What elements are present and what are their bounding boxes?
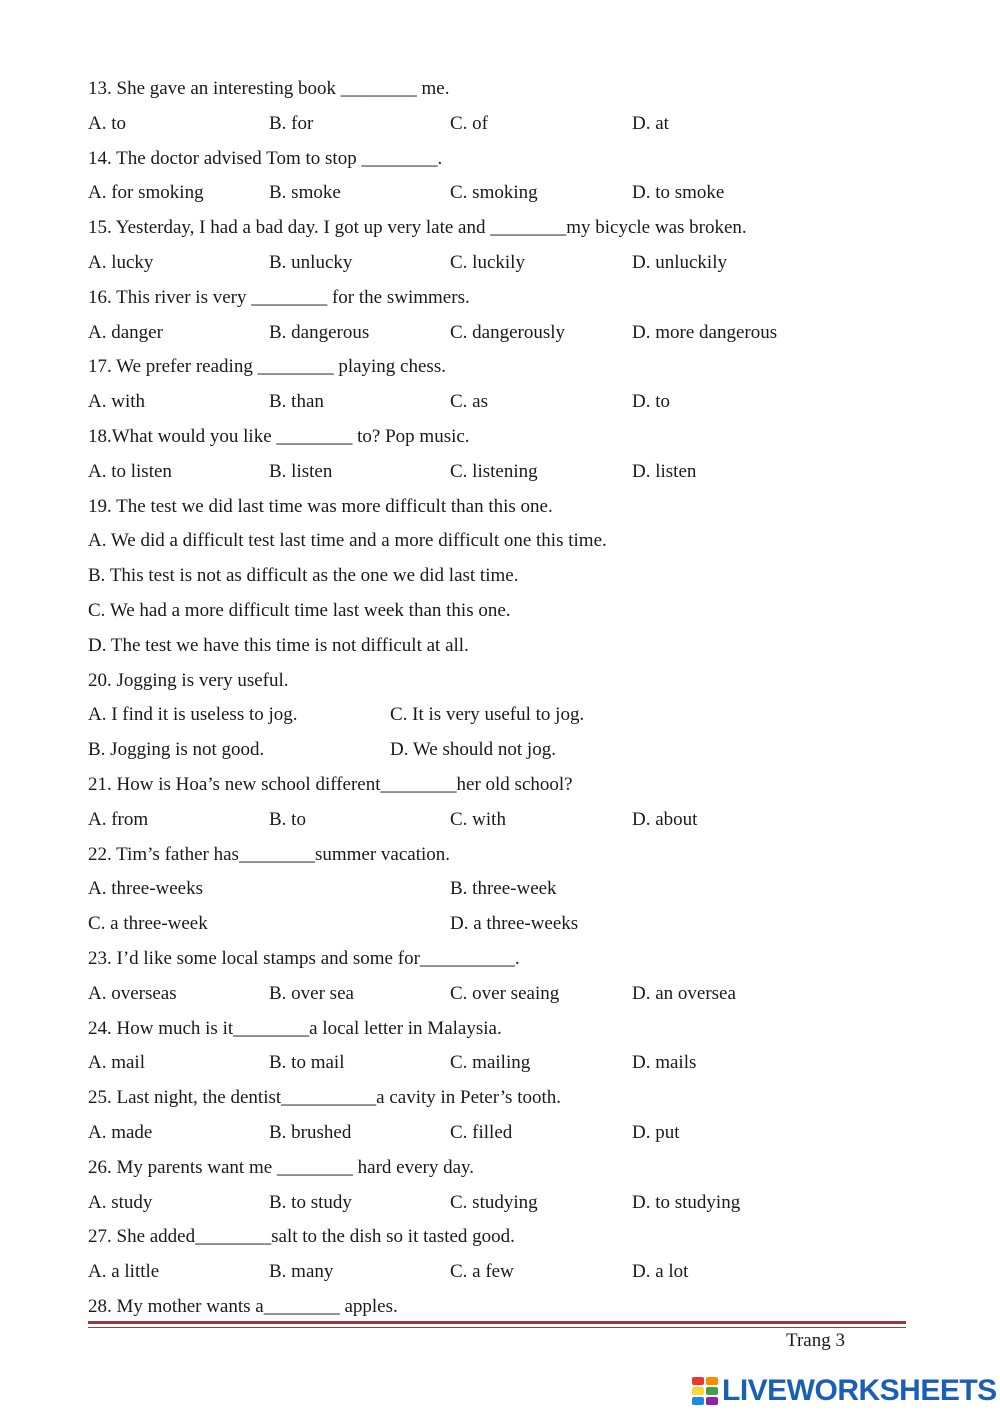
answer-option: C. smoking xyxy=(450,182,538,204)
answer-option: D. a three-weeks xyxy=(450,913,579,935)
logo-square xyxy=(706,1397,718,1405)
worksheet-content xyxy=(88,72,948,1325)
logo-square xyxy=(692,1387,704,1395)
logo-square xyxy=(692,1377,704,1385)
answer-option: B. smoke xyxy=(269,182,341,204)
question-line: 25. Last night, the dentist__________a cavity in Peter’s tooth. xyxy=(88,1087,562,1109)
answer-options-row xyxy=(88,316,948,351)
logo-grid-icon xyxy=(692,1377,718,1405)
question-line: 26. My parents want me ________ hard every day. xyxy=(88,1156,475,1178)
answer-option: B. Jogging is not good. xyxy=(88,739,265,761)
question-line: 28. My mother wants a________ apples. xyxy=(88,1295,398,1317)
answer-option: C. It is very useful to jog. xyxy=(390,704,585,726)
answer-option: B. dangerous xyxy=(269,321,370,343)
answer-option: D. to studying xyxy=(632,1191,741,1213)
question-line: D. The test we have this time is not difficult at all. xyxy=(88,634,469,656)
answer-option: C. studying xyxy=(450,1191,538,1213)
answer-options-row xyxy=(88,176,948,211)
question-line: 27. She added________salt to the dish so it tasted good. xyxy=(88,1226,515,1248)
answer-options-row xyxy=(88,1046,948,1081)
question-line: B. This test is not as difficult as the one we did last time. xyxy=(88,565,519,587)
answer-option: A. lucky xyxy=(88,251,154,273)
answer-option: C. with xyxy=(450,808,506,830)
answer-option: C. as xyxy=(450,391,488,413)
question-line: 20. Jogging is very useful. xyxy=(88,669,289,691)
answer-option: B. than xyxy=(269,391,324,413)
answer-option: C. filled xyxy=(450,1121,513,1143)
answer-option: C. of xyxy=(450,112,488,134)
answer-options-row xyxy=(88,1116,948,1151)
answer-options-row xyxy=(88,872,948,907)
answer-option: D. listen xyxy=(632,460,697,482)
logo-square xyxy=(706,1377,718,1385)
answer-option: B. unlucky xyxy=(269,251,353,273)
answer-options-row xyxy=(88,1255,948,1290)
answer-option: B. to xyxy=(269,808,306,830)
question-line: 24. How much is it________a local letter in Malaysia. xyxy=(88,1017,502,1039)
question-line: 16. This river is very ________ for the swimmers. xyxy=(88,286,470,308)
question-line: 15. Yesterday, I had a bad day. I got up very late and ________my bicycle was broken. xyxy=(88,217,747,239)
answer-option: C. mailing xyxy=(450,1052,531,1074)
question-line: 23. I’d like some local stamps and some for__________. xyxy=(88,947,520,969)
answer-option: D. more dangerous xyxy=(632,321,778,343)
answer-option: C. over seaing xyxy=(450,982,560,1004)
liveworksheets-logo[interactable] xyxy=(692,1374,997,1408)
answer-options-row xyxy=(88,455,948,490)
answer-options-row xyxy=(88,246,948,281)
answer-option: A. I find it is useless to jog. xyxy=(88,704,298,726)
answer-option: A. overseas xyxy=(88,982,177,1004)
answer-option: D. put xyxy=(632,1121,680,1143)
question-line: 13. She gave an interesting book ________ me. xyxy=(88,78,450,99)
footer-rule-thick xyxy=(88,1321,906,1324)
answer-options-row xyxy=(88,385,948,420)
question-line: A. We did a difficult test last time and a more difficult one this time. xyxy=(88,530,607,552)
answer-option: C. listening xyxy=(450,460,538,482)
answer-option: C. a three-week xyxy=(88,913,208,935)
answer-options-row xyxy=(88,803,948,838)
question-line: 17. We prefer reading ________ playing chess. xyxy=(88,356,446,378)
answer-option: C. dangerously xyxy=(450,321,566,343)
question-line: 21. How is Hoa’s new school different________her old school? xyxy=(88,773,573,795)
logo-square xyxy=(706,1387,718,1395)
answer-option: A. study xyxy=(88,1191,153,1213)
answer-option: D. to smoke xyxy=(632,182,725,204)
answer-option: B. over sea xyxy=(269,982,354,1004)
answer-options-row xyxy=(88,977,948,1012)
answer-option: B. to study xyxy=(269,1191,352,1213)
answer-option: B. for xyxy=(269,112,314,134)
answer-option: A. from xyxy=(88,808,149,830)
answer-option: B. three-week xyxy=(450,878,557,900)
answer-option: B. many xyxy=(269,1261,334,1283)
answer-option: A. with xyxy=(88,391,145,413)
logo-square xyxy=(692,1397,704,1405)
question-line: 14. The doctor advised Tom to stop ________. xyxy=(88,147,443,169)
answer-option: D. an oversea xyxy=(632,982,736,1004)
answer-option: D. a lot xyxy=(632,1261,689,1283)
answer-option: B. listen xyxy=(269,460,333,482)
answer-option: A. mail xyxy=(88,1052,145,1074)
answer-options-row xyxy=(88,107,948,142)
question-line: C. We had a more difficult time last week than this one. xyxy=(88,599,511,621)
answer-option: A. to listen xyxy=(88,460,172,482)
answer-option: D. unluckily xyxy=(632,251,727,273)
answer-option: B. to mail xyxy=(269,1052,345,1074)
question-line: 22. Tim’s father has________summer vacation. xyxy=(88,843,451,865)
answer-option: A. danger xyxy=(88,321,163,343)
answer-option: D. about xyxy=(632,808,698,830)
answer-option: D. to xyxy=(632,391,670,413)
answer-option: A. to xyxy=(88,112,126,134)
answer-options-row xyxy=(88,907,948,942)
answer-option: D. at xyxy=(632,112,669,134)
answer-option: C. a few xyxy=(450,1261,514,1283)
answer-option: A. made xyxy=(88,1121,153,1143)
answer-option: D. mails xyxy=(632,1052,697,1074)
answer-option: D. We should not jog. xyxy=(390,739,556,761)
answer-option: A. for smoking xyxy=(88,182,204,204)
question-line: 18.What would you like ________ to? Pop music. xyxy=(88,425,470,447)
answer-options-row xyxy=(88,698,948,733)
answer-option: C. luckily xyxy=(450,251,525,273)
answer-option: A. three-weeks xyxy=(88,878,204,900)
logo-text: LIVEWORKSHEETS xyxy=(722,1374,997,1407)
footer-rule-thin xyxy=(88,1327,906,1328)
answer-option: B. brushed xyxy=(269,1121,352,1143)
answer-options-row xyxy=(88,733,948,768)
answer-option: A. a little xyxy=(88,1261,160,1283)
answer-options-row xyxy=(88,1186,948,1221)
page-number: Trang 3 xyxy=(786,1330,845,1351)
question-line: 19. The test we did last time was more difficult than this one. xyxy=(88,495,553,517)
